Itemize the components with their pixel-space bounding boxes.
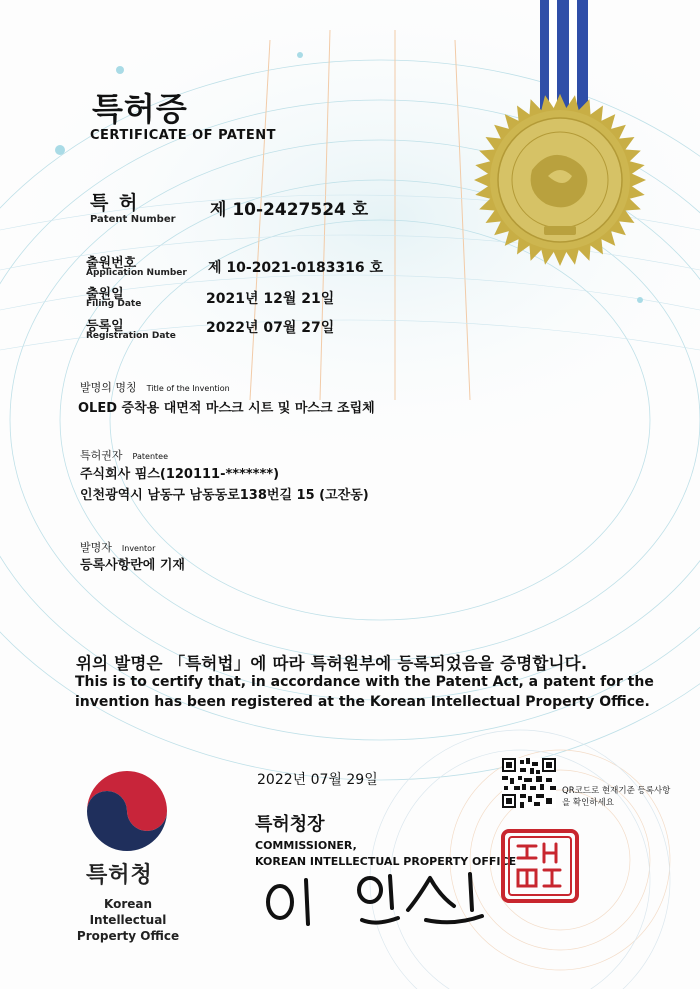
invention-title-label-ko: 발명의 명칭 <box>80 381 137 394</box>
invention-title-label-en: Title of the Invention <box>146 384 230 393</box>
certification-statement-en <box>75 672 654 712</box>
application-number-label-en: Application Number <box>86 268 187 278</box>
official-seal-stamp-icon <box>500 828 580 904</box>
invention-title-label <box>80 376 230 395</box>
patent-number-label-ko: 특 허 <box>90 192 140 214</box>
inventor-label-ko: 발명자 <box>80 541 112 554</box>
certification-en-line2: invention has been registered at the Korean Intellectual Property Office. <box>75 694 650 710</box>
patent-number-label-en: Patent Number <box>90 214 176 225</box>
commissioner-signature <box>258 862 498 932</box>
patentee-name: 주식회사 핌스(120111-*******) <box>80 467 280 482</box>
registration-date-label-en: Registration Date <box>86 331 176 341</box>
patent-number-value: 제 10-2427524 호 <box>210 200 369 220</box>
certification-en-line1: This is to certify that, in accordance with the Patent Act, a patent for the <box>75 674 654 690</box>
office-name-en: Korean Intellectual Property Office <box>76 897 180 943</box>
certificate-title-en: CERTIFICATE OF PATENT <box>90 128 276 143</box>
inventor-label-en: Inventor <box>121 544 156 553</box>
filing-date-label-ko: 출원일 <box>86 287 124 302</box>
commissioner-title-en-line2: KOREAN INTELLECTUAL PROPERTY OFFICE <box>255 855 517 868</box>
qr-code-note: QR코드로 현재기준 등록사항을 확인하세요 <box>562 786 671 808</box>
qr-code-icon[interactable] <box>502 758 556 808</box>
gold-seal-icon <box>472 92 648 268</box>
commissioner-title-ko: 특허청장 <box>255 814 325 835</box>
patentee-address: 인천광역시 남동구 남동동로138번길 15 (고잔동) <box>80 488 369 503</box>
certificate-title-ko: 특허증 <box>92 90 188 128</box>
patentee-label-en: Patentee <box>132 452 168 461</box>
office-name-ko: 특허청 <box>86 863 153 888</box>
patentee-label-ko: 특허권자 <box>80 449 123 462</box>
registration-date-label-ko: 등록일 <box>86 319 124 334</box>
application-number-label-ko: 출원번호 <box>86 256 137 271</box>
inventor-value: 등록사항란에 기재 <box>80 558 185 573</box>
issue-date: 2022년 07월 29일 <box>257 772 378 788</box>
inventor-label <box>80 536 155 555</box>
application-number-value: 제 10-2021-0183316 호 <box>208 260 384 276</box>
kipo-taegeuk-logo-icon <box>86 770 168 852</box>
filing-date-value: 2021년 12월 21일 <box>206 291 335 307</box>
commissioner-title-en-line1: COMMISSIONER, <box>255 839 357 852</box>
registration-date-value: 2022년 07월 27일 <box>206 320 335 336</box>
patentee-label <box>80 444 168 463</box>
invention-title-value: OLED 증착용 대면적 마스크 시트 및 마스크 조립체 <box>78 401 375 416</box>
certification-statement-ko: 위의 발명은 「특허법」에 따라 특허원부에 등록되었음을 증명합니다. <box>76 654 588 673</box>
filing-date-label-en: Filing Date <box>86 299 142 309</box>
